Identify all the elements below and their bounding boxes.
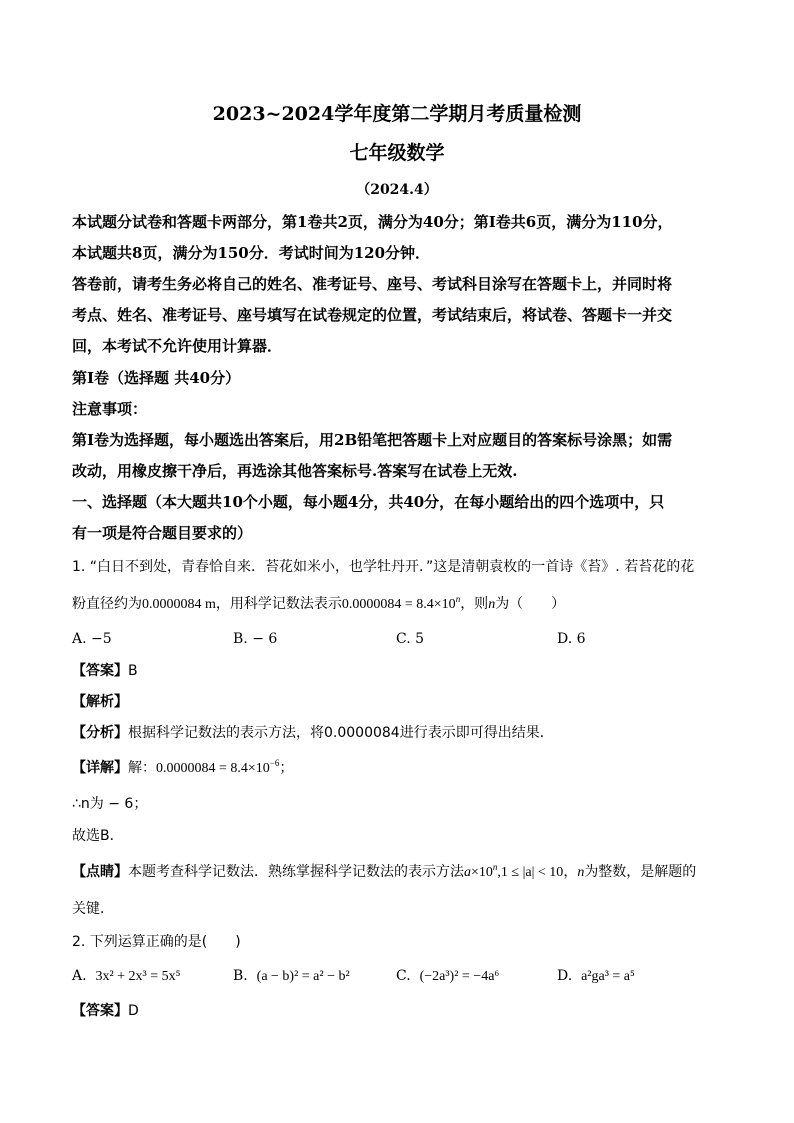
q2-answer-tag: 【答案】 — [72, 1003, 128, 1019]
q1-detail-expression — [156, 758, 280, 776]
comment-tag: 【点睛】 — [72, 864, 128, 880]
q1-answer — [72, 661, 138, 681]
q2-answer-value: D — [128, 1003, 139, 1019]
q2-option-a-expression: 3x² + 2x³ = 5x⁵ — [95, 969, 181, 984]
q1-stem-pre: 粉直径约为 — [72, 596, 142, 612]
detail-tag: 【详解】 — [72, 760, 128, 776]
q1-comment-pre: 本题考查科学记数法．熟练掌握科学记数法的表示方法 — [128, 864, 464, 880]
answer-tag: 【答案】 — [72, 663, 128, 679]
q1-comment-expression-a: a — [464, 865, 471, 880]
q1-comment-post: 为整数，是解题的 — [584, 864, 697, 880]
q1-stem-post: ，则 — [460, 596, 489, 612]
q2-option-d-label: D. — [557, 968, 573, 984]
part-title-line-1: 一、选择题（本大题共10个小题，每小题4分，共40分，在每小题给出的四个选项中，只 — [72, 493, 665, 511]
q1-option-b: B. − 6 — [233, 631, 278, 647]
analysis-tag: 【解析】 — [72, 694, 128, 710]
exam-subtitle: 七年级数学 — [349, 142, 445, 164]
q1-comment-n: n — [577, 865, 585, 880]
q1-number: 0.0000084 — [142, 597, 202, 612]
notice-line-2: 改动，用橡皮擦干净后，再选涂其他答案标号.答案写在试卷上无效. — [72, 462, 518, 480]
q1-option-d: D. 6 — [557, 631, 586, 647]
exam-title: 2023~2024学年度第二学期月考质量检测 — [212, 103, 582, 125]
q1-comment-expression-range: ,1 ≤ |a| < 10 — [497, 865, 564, 880]
q1-stem-line-1: 1. “白日不到处，青春恰自来．苔花如米小，也学牡丹开．”这是清朝袁枚的一首诗《苔》. 若苔花的花 — [72, 559, 695, 575]
q1-expression-exponent: n — [455, 594, 461, 604]
q1-comment-expression — [464, 862, 564, 880]
intro-line-1: 本试题分试卷和答题卡两部分，第1卷共2页，满分为40分；第Ⅰ卷共6页，满分为110分， — [72, 213, 673, 231]
q1-answer-value: B — [128, 663, 138, 679]
q2-option-a — [72, 966, 181, 987]
q2-option-c-label: C. — [396, 968, 411, 984]
q2-option-a-label: A. — [72, 968, 87, 984]
q1-detail-pre: 解： — [128, 760, 156, 776]
intro-line-5: 回，本考试不允许使用计算器． — [72, 337, 283, 355]
q1-variable: n — [488, 597, 496, 612]
q1-unit: m，用科学记数法表示 — [201, 597, 342, 612]
q2-option-b-expression: (a − b)² = a² − b² — [256, 969, 350, 984]
section-title: 第Ⅰ卷（选择题 共40分） — [72, 369, 241, 387]
q2-option-c-expression: (−2a³)² = −4a⁶ — [419, 969, 500, 984]
q1-expression-base: 0.0000084 = 8.4×10 — [341, 597, 456, 612]
q1-stem-end: 为（ ） — [495, 596, 566, 612]
fenxi-tag: 【分析】 — [72, 725, 128, 741]
intro-line-4: 考点、姓名、准考证号、座号填写在试卷规定的位置，考试结束后，将试卷、答题卡一并交 — [72, 306, 673, 324]
q1-option-c: C. 5 — [396, 631, 425, 647]
q1-detail-post: ； — [279, 760, 294, 776]
q1-fenxi — [72, 723, 554, 743]
notice-title: 注意事项： — [72, 400, 148, 418]
q2-option-d — [557, 966, 635, 987]
q2-stem: 2. 下列运算正确的是( ) — [72, 934, 241, 950]
q1-comment-line-2: 关键． — [72, 901, 114, 917]
q1-comment-expression-mid: ×10 — [471, 865, 493, 880]
q1-detail-expression-exponent: −6 — [269, 758, 280, 768]
q1-choose: 故选B． — [72, 828, 124, 844]
q2-option-d-expression: a²ga³ = a⁵ — [581, 969, 635, 984]
intro-line-2: 本试题共8页，满分为150分．考试时间为120分钟． — [72, 244, 431, 262]
notice-line-1: 第Ⅰ卷为选择题，每小题选出答案后，用2B铅笔把答题卡上对应题目的答案标号涂黑；如需 — [72, 431, 673, 449]
q1-detail-expression-base: 0.0000084 = 8.4×10 — [156, 761, 270, 776]
q1-expression — [341, 594, 461, 612]
q1-comment-expression-exponent: n — [492, 862, 498, 872]
q2-option-b-label: B. — [233, 968, 248, 984]
q2-option-b — [233, 966, 350, 987]
q2-option-c — [396, 966, 499, 987]
exam-date: （2024.4） — [356, 182, 438, 198]
q1-fenxi-text: 根据科学记数法的表示方法，将0.0000084进行表示即可得出结果． — [128, 725, 554, 741]
q2-answer — [72, 1001, 139, 1021]
q1-comment-mid: ， — [563, 864, 578, 880]
intro-line-3: 答卷前，请考生务必将自己的姓名、准考证号、座号、考试科目涂写在答题卡上，并同时将 — [72, 275, 673, 293]
q1-detail — [72, 758, 293, 779]
q1-option-a: A. −5 — [72, 631, 112, 647]
q1-therefore: ∴n为 − 6； — [72, 796, 148, 812]
q1-stem-line-2 — [72, 594, 565, 615]
part-title-line-2: 有一项是符合题目要求的） — [72, 524, 253, 542]
q1-comment — [72, 862, 696, 883]
